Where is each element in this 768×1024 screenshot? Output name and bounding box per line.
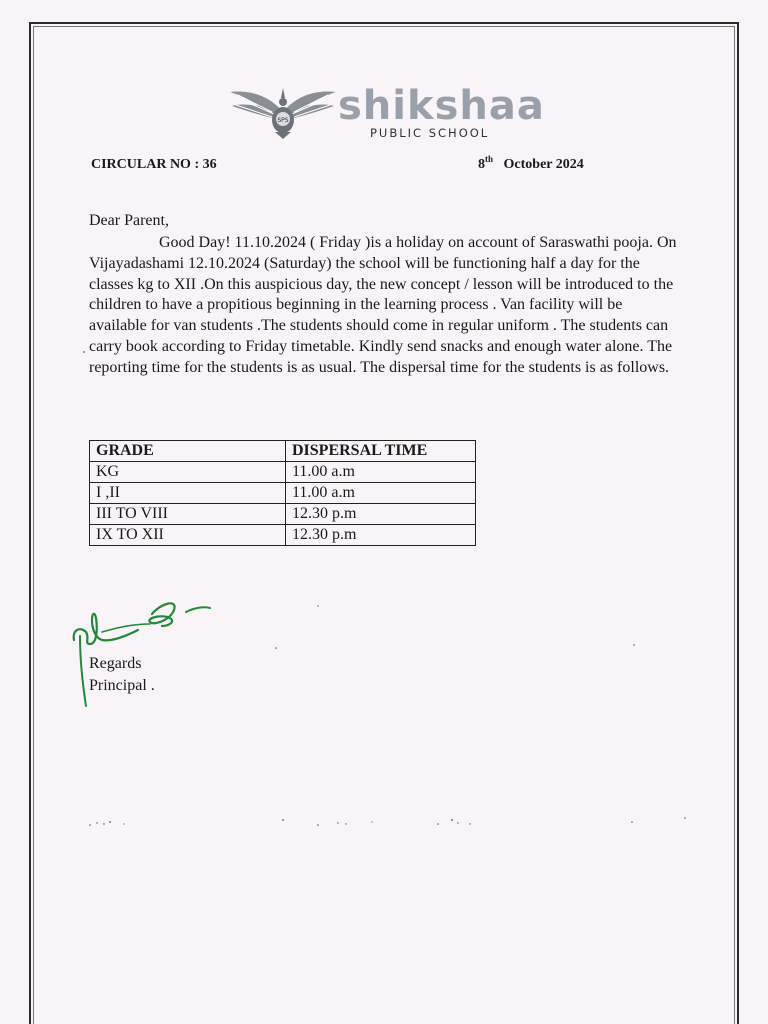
grade-cell: III TO VIII [90,504,286,525]
table-row [90,504,476,525]
time-cell: 12.30 p.m [286,504,476,525]
grade-cell: I ,II [90,483,286,504]
salutation: Dear Parent, [89,212,169,229]
header-grade: GRADE [90,441,286,462]
letter-body: Good Day! 11.10.2024 ( Friday )is a holiday on account of Saraswathi pooja. On Vijayadashami 12.10.2024 (Saturday) the school will be functioning half a day for the classes kg to XII .On this auspicious day, the new concept / lesson will be introduced to the children to have a propitious beginning in the learning process . Van facility will be available for van students .The students should come in regular uniform . The students can carry book according to Friday timetable. Kindly send snacks and enough water alone. The reporting time for the students is as usual. The dispersal time for the students is as follows. [89,234,677,376]
circular-date [478,154,584,173]
dispersal-table [89,440,476,546]
date-suffix: th [485,154,494,164]
eagle-emblem-icon [228,82,338,140]
table-row [90,462,476,483]
header-dispersal-time: DISPERSAL TIME [286,441,476,462]
svg-text:SPS: SPS [277,117,289,124]
school-subtitle: PUBLIC SCHOOL [370,126,490,140]
school-logo [228,82,545,144]
time-cell: 11.00 a.m [286,483,476,504]
date-month-year: October 2024 [503,157,584,172]
regards-text: Regards [89,655,142,672]
grade-cell: KG [90,462,286,483]
signatory-title: Principal . [89,677,155,694]
table-header-row [90,441,476,462]
time-cell: 11.00 a.m [286,462,476,483]
date-day: 8 [478,157,485,172]
school-name: shikshaa [338,83,545,129]
table-row [90,483,476,504]
grade-cell: IX TO XII [90,525,286,546]
circular-number: CIRCULAR NO : 36 [91,157,217,172]
time-cell: 12.30 p.m [286,525,476,546]
table-row [90,525,476,546]
